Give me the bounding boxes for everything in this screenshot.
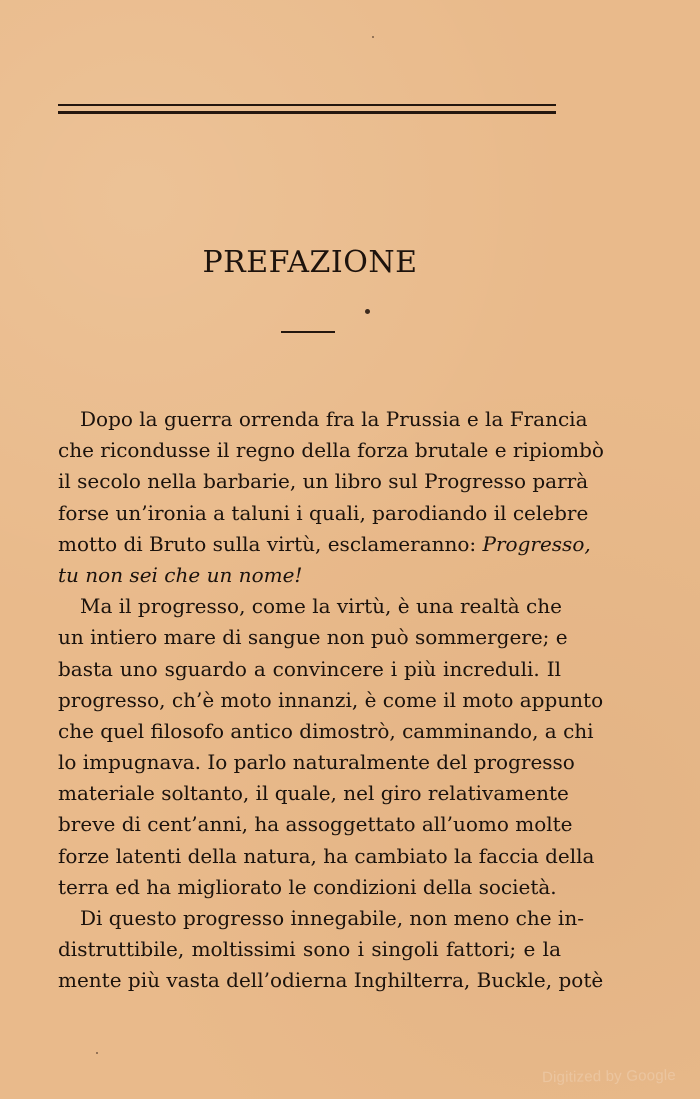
text-span: materiale soltanto, il quale, nel giro relativamente — [58, 781, 569, 806]
text-line — [58, 809, 573, 840]
text-span: forze latenti della natura, ha cambiato la faccia della — [58, 843, 595, 868]
text-span: il secolo nella barbarie, un libro sul Progresso parrà — [58, 469, 589, 494]
text-line — [58, 529, 591, 560]
text-line — [58, 778, 569, 809]
paragraph — [58, 404, 604, 591]
text-span: breve di cent’anni, ha assoggettato all’uomo molte — [58, 812, 573, 837]
paper-speck — [96, 1052, 98, 1054]
text-line — [58, 654, 561, 685]
digitization-watermark: Digitized by Google — [541, 1066, 677, 1087]
text-span: mente più vasta dell’odierna Inghilterra, Buckle, potè — [58, 968, 604, 993]
text-line — [58, 747, 575, 778]
text-span: motto di Bruto sulla virtù, esclameranno: — [58, 531, 483, 556]
text-line — [58, 903, 584, 934]
text-span: basta uno sguardo a convincere i più increduli. Il — [58, 656, 561, 681]
text-span: forse un’ironia a taluni i quali, parodiando il celebre — [58, 500, 589, 525]
text-line — [58, 435, 604, 466]
text-line — [58, 498, 589, 529]
text-line — [58, 841, 595, 872]
body-text — [58, 404, 604, 997]
text-line — [58, 466, 589, 497]
header-rule-bottom — [58, 111, 556, 114]
paper-speck — [372, 36, 374, 38]
text-span: lo impugnava. Io parlo naturalmente del progresso — [58, 750, 575, 775]
text-span: Di questo progresso innegabile, non meno che in- — [80, 906, 584, 930]
text-line — [58, 622, 568, 653]
title-underline-rule — [281, 331, 335, 333]
page-title: PREFAZIONE — [202, 245, 418, 280]
header-double-rule — [58, 104, 556, 118]
paragraph — [58, 591, 604, 903]
text-line — [58, 404, 588, 435]
text-span: distruttibile, moltissimi sono i singoli fattori; e la — [58, 937, 561, 962]
italic-text: tu non sei che un nome! — [58, 562, 303, 587]
ornament-dot — [365, 309, 370, 314]
text-line — [58, 685, 604, 716]
text-span: un intiero mare di sangue non può sommergere; e — [58, 625, 568, 650]
text-span: progresso, ch’è moto innanzi, è come il moto appunto — [58, 687, 604, 712]
header-rule-top — [58, 104, 556, 106]
text-span: terra ed ha migliorato le condizioni della società. — [58, 874, 557, 899]
text-line — [58, 965, 604, 996]
text-line — [58, 934, 561, 965]
italic-text: Progresso, — [482, 531, 591, 556]
text-span: Dopo la guerra orrenda fra la Prussia e la Francia — [80, 407, 588, 431]
text-span: che ricondusse il regno della forza brutale e ripiombò — [58, 438, 604, 463]
paragraph — [58, 903, 604, 997]
text-span: Ma il progresso, come la virtù, è una realtà che — [80, 594, 562, 619]
text-line — [58, 560, 561, 591]
text-line — [58, 872, 561, 903]
text-span: che quel filosofo antico dimostrò, camminando, a chi — [58, 718, 594, 743]
text-line — [58, 716, 594, 747]
text-line — [58, 591, 561, 622]
